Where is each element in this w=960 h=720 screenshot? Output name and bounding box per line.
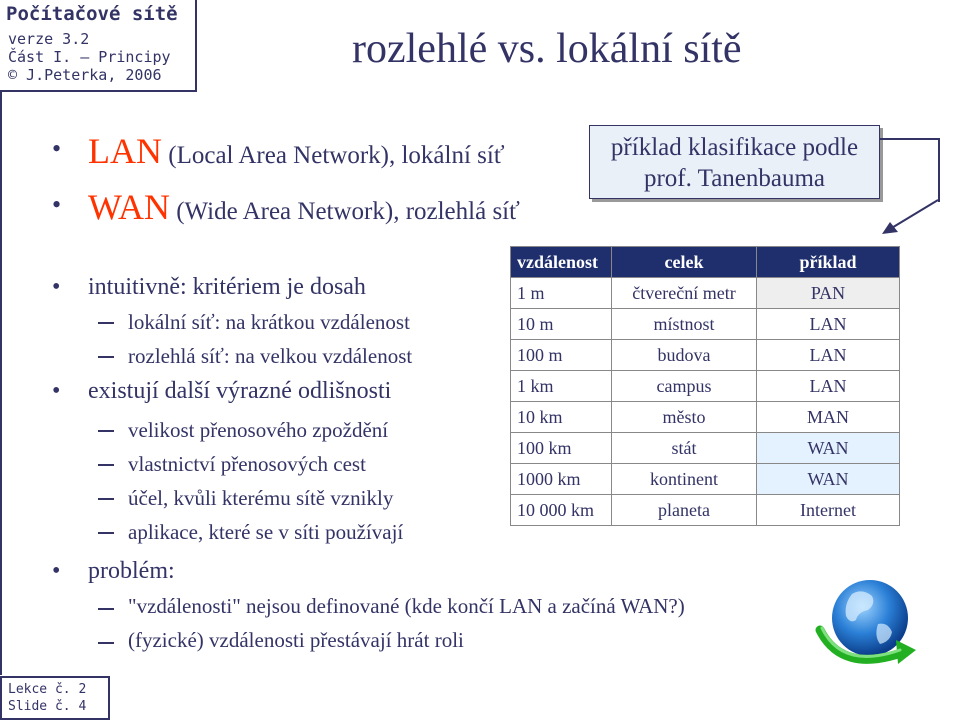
wan-term: WAN — [88, 187, 170, 227]
cell-unit: město — [612, 402, 757, 433]
network-classification-table — [510, 246, 900, 526]
dash-icon — [98, 532, 114, 534]
dash-icon — [98, 498, 114, 500]
cell-example: PAN — [757, 278, 900, 309]
table-row — [511, 278, 900, 309]
sub-bullet-delay: velikost přenosového zpoždění — [128, 418, 389, 442]
dash-icon — [98, 322, 114, 324]
cell-distance: 100 m — [511, 340, 612, 371]
cell-example: Internet — [757, 495, 900, 526]
note-line-1: příklad klasifikace podle — [610, 134, 859, 161]
note-line-2: prof. Tanenbauma — [643, 165, 826, 192]
course-version: verze 3.2 — [8, 30, 90, 48]
sub-bullet-undefined-distances: "vzdálenosti" nejsou definované (kde končí LAN a začíná WAN?) — [128, 594, 685, 618]
cell-distance: 1 km — [511, 371, 612, 402]
bullet-dot-icon: • — [52, 558, 61, 584]
wan-description: (Wide Area Network), rozlehlá síť — [169, 198, 520, 225]
lesson-number: Lekce č. 2 — [8, 682, 87, 697]
dash-icon — [98, 642, 114, 644]
dash-icon — [98, 464, 114, 466]
cell-example: LAN — [757, 309, 900, 340]
table-row — [511, 340, 900, 371]
cell-distance: 10 000 km — [511, 495, 612, 526]
cell-unit: planeta — [612, 495, 757, 526]
cell-example: MAN — [757, 402, 900, 433]
dash-icon — [98, 356, 114, 358]
cell-distance: 1 m — [511, 278, 612, 309]
cell-example: LAN — [757, 371, 900, 402]
course-part: Část I. – Principy — [8, 48, 171, 66]
table-row — [511, 433, 900, 464]
cell-unit: čtvereční metr — [612, 278, 757, 309]
cell-distance: 10 km — [511, 402, 612, 433]
bullet-problem: problém: — [88, 558, 175, 584]
cell-distance: 100 km — [511, 433, 612, 464]
bullet-differences: existují další výrazné odlišnosti — [88, 378, 392, 404]
bullet-dot-icon: • — [52, 274, 61, 300]
lan-description: (Local Area Network), lokální síť — [162, 142, 505, 169]
cell-distance: 10 m — [511, 309, 612, 340]
cell-unit: budova — [612, 340, 757, 371]
sub-bullet-wan-distance: rozlehlá síť: na velkou vzdálenost — [128, 344, 413, 368]
slide-footer-box — [0, 676, 110, 720]
dash-icon — [98, 608, 114, 610]
slide-title: rozlehlé vs. lokální sítě — [352, 26, 742, 72]
sub-bullet-applications: aplikace, které se v síti používají — [128, 520, 404, 544]
lan-term: LAN — [88, 131, 162, 171]
arrow-to-table-icon — [876, 196, 946, 238]
left-frame-line — [0, 90, 2, 675]
header-example: příklad — [757, 247, 900, 278]
course-author: © J.Peterka, 2006 — [8, 66, 162, 84]
table-header-row — [511, 247, 900, 278]
note-connector — [880, 138, 940, 202]
header-unit: celek — [612, 247, 757, 278]
table-row — [511, 371, 900, 402]
cell-example: LAN — [757, 340, 900, 371]
cell-unit: místnost — [612, 309, 757, 340]
bullet-intuitive: intuitivně: kritériem je dosah — [88, 274, 366, 300]
sub-bullet-physical-distances: (fyzické) vzdálenosti přestávají hrát roli — [128, 628, 464, 652]
bullet-dot-icon: • — [52, 378, 61, 404]
table-row — [511, 495, 900, 526]
sub-bullet-purpose: účel, kvůli kterému sítě vznikly — [128, 486, 394, 510]
cell-unit: stát — [612, 433, 757, 464]
cell-example: WAN — [757, 464, 900, 495]
course-info-box — [0, 0, 197, 92]
course-title: Počítačové sítě — [6, 3, 178, 25]
bullet-dot-icon: • — [52, 134, 62, 163]
slide-number: Slide č. 4 — [8, 699, 87, 714]
table-row — [511, 464, 900, 495]
cell-example: WAN — [757, 433, 900, 464]
table-row — [511, 402, 900, 433]
sub-bullet-lan-distance: lokální síť: na krátkou vzdálenost — [128, 310, 410, 334]
sub-bullet-ownership: vlastnictví přenosových cest — [128, 452, 366, 476]
dash-icon — [98, 430, 114, 432]
cell-unit: kontinent — [612, 464, 757, 495]
cell-distance: 1000 km — [511, 464, 612, 495]
classification-note — [589, 125, 880, 199]
bullet-dot-icon: • — [52, 190, 62, 219]
globe-icon — [812, 570, 924, 675]
cell-unit: campus — [612, 371, 757, 402]
header-distance: vzdálenost — [511, 247, 612, 278]
table-row — [511, 309, 900, 340]
